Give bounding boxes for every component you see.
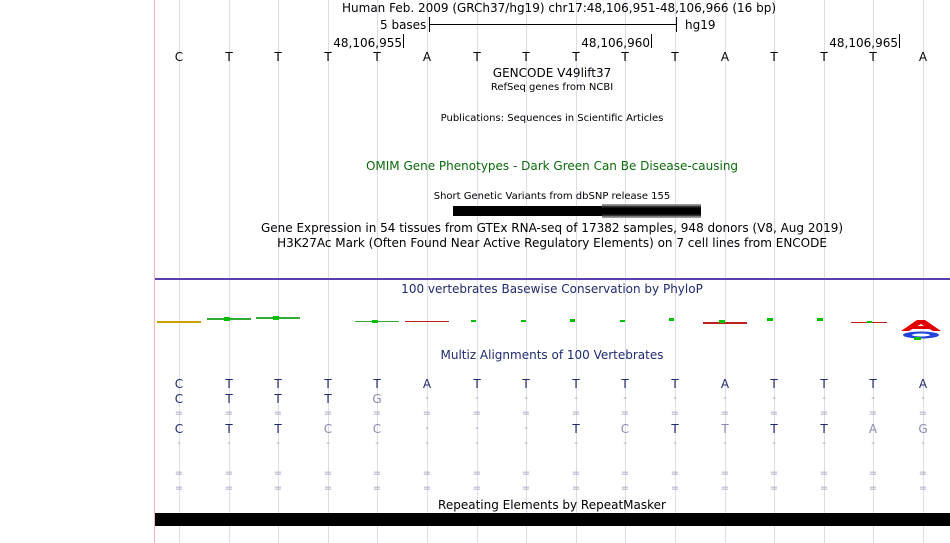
dog-base: - bbox=[475, 423, 479, 434]
rhesus-base: - bbox=[822, 393, 826, 404]
zebrafish-base: = bbox=[224, 483, 234, 494]
grid-line bbox=[625, 0, 626, 543]
zebrafish-base: = bbox=[174, 483, 184, 494]
mouse-base: = bbox=[472, 408, 482, 419]
phylop-bar-6 bbox=[405, 321, 449, 322]
grid-line bbox=[328, 0, 329, 543]
browser-image[interactable] bbox=[155, 0, 950, 543]
dog-base: T bbox=[770, 422, 778, 436]
ruler-base: C bbox=[174, 50, 184, 64]
grid-line bbox=[824, 0, 825, 543]
rhesus-base: - bbox=[475, 393, 479, 404]
elephant-base: - bbox=[425, 438, 429, 449]
xtropicalis-base: = bbox=[174, 468, 184, 479]
track-label-column bbox=[0, 0, 154, 543]
grid-line bbox=[377, 0, 378, 543]
zebrafish-base: = bbox=[521, 483, 531, 494]
mouse-base: = bbox=[372, 408, 382, 419]
human-base: T bbox=[373, 377, 381, 391]
ruler-base: T bbox=[621, 50, 629, 64]
human-base: T bbox=[621, 377, 629, 391]
xtropicalis-base: = bbox=[224, 468, 234, 479]
dog-base: C bbox=[372, 422, 382, 436]
ruler-base: T bbox=[274, 50, 282, 64]
phylop-dot-3 bbox=[273, 316, 279, 320]
human-base: T bbox=[324, 377, 332, 391]
mouse-base: = bbox=[769, 408, 779, 419]
xtropicalis-base: = bbox=[769, 468, 779, 479]
ruler-base: T bbox=[671, 50, 679, 64]
elephant-base: - bbox=[375, 438, 379, 449]
ruler-base: T bbox=[225, 50, 233, 64]
phylop-dot-9 bbox=[570, 319, 575, 322]
rhesus-base: - bbox=[524, 393, 528, 404]
grid-line bbox=[923, 0, 924, 543]
rhesus-base: - bbox=[921, 393, 925, 404]
xtropicalis-base: = bbox=[720, 468, 730, 479]
grid-line bbox=[774, 0, 775, 543]
human-base: T bbox=[473, 377, 481, 391]
dog-base: T bbox=[820, 422, 828, 436]
scale-bar-right-cap bbox=[676, 17, 677, 32]
grid-line bbox=[278, 0, 279, 543]
phylop-dot-12 bbox=[719, 320, 725, 323]
phylop-dot-15 bbox=[867, 321, 872, 323]
zebrafish-base: = bbox=[323, 483, 333, 494]
dog-base: T bbox=[572, 422, 580, 436]
xtropicalis-base: = bbox=[422, 468, 432, 479]
refseq-title: RefSeq genes from NCBI bbox=[490, 82, 614, 93]
elephant-base: - bbox=[772, 438, 776, 449]
logo-letter-a-icon bbox=[899, 318, 945, 342]
gtex-title: Gene Expression in 54 tissues from GTEx RNA-seq of 17382 samples, 948 donors (V8, Aug 2019) bbox=[260, 221, 844, 235]
xtropicalis-base: = bbox=[472, 468, 482, 479]
ruler-tick-label-3: 48,106,965 bbox=[829, 36, 898, 50]
elephant-base: - bbox=[326, 438, 330, 449]
rhesus-base: - bbox=[623, 393, 627, 404]
mouse-base: = bbox=[571, 408, 581, 419]
dog-base: C bbox=[323, 422, 333, 436]
rhesus-base: - bbox=[871, 393, 875, 404]
ruler-tick-3 bbox=[899, 34, 900, 48]
human-base: T bbox=[770, 377, 778, 391]
dog-base: T bbox=[274, 422, 282, 436]
elephant-base: - bbox=[623, 438, 627, 449]
human-base: A bbox=[422, 377, 432, 391]
elephant-base: - bbox=[227, 438, 231, 449]
dbsnp-title: Short Genetic Variants from dbSNP release 155 bbox=[433, 191, 671, 202]
zebrafish-base: = bbox=[472, 483, 482, 494]
phylop-dot-2 bbox=[224, 317, 230, 321]
elephant-base: - bbox=[524, 438, 528, 449]
human-base: T bbox=[671, 377, 679, 391]
xtropicalis-base: = bbox=[521, 468, 531, 479]
grid-line bbox=[427, 0, 428, 543]
publications-title: Publications: Sequences in Scientific Articles bbox=[440, 113, 664, 124]
xtropicalis-base: = bbox=[323, 468, 333, 479]
ruler-base: A bbox=[918, 50, 928, 64]
phylop-dot-7 bbox=[471, 320, 476, 322]
xtropicalis-base: = bbox=[571, 468, 581, 479]
dog-base: T bbox=[721, 422, 729, 436]
phylop-bar-1 bbox=[157, 321, 201, 323]
phylop-dot-8 bbox=[521, 320, 526, 322]
grid-line bbox=[179, 0, 180, 543]
repeatmasker-title: Repeating Elements by RepeatMasker bbox=[438, 498, 666, 512]
zebrafish-base: = bbox=[273, 483, 283, 494]
ruler-base: T bbox=[324, 50, 332, 64]
scale-bar bbox=[429, 24, 677, 25]
mouse-base: = bbox=[521, 408, 531, 419]
phylop-title: 100 vertebrates Basewise Conservation by PhyloP bbox=[401, 282, 703, 296]
ruler-base: T bbox=[869, 50, 877, 64]
xtropicalis-base: = bbox=[372, 468, 382, 479]
rhesus-base: C bbox=[174, 392, 184, 406]
elephant-base: - bbox=[574, 438, 578, 449]
phylop-dot-14 bbox=[817, 318, 823, 321]
mouse-base: = bbox=[323, 408, 333, 419]
elephant-base: - bbox=[475, 438, 479, 449]
dog-base: - bbox=[425, 423, 429, 434]
scale-text: 5 bases bbox=[380, 18, 427, 32]
elephant-base: - bbox=[921, 438, 925, 449]
rhesus-base: G bbox=[372, 392, 382, 406]
human-base: A bbox=[918, 377, 928, 391]
elephant-base: - bbox=[822, 438, 826, 449]
dog-base: - bbox=[524, 423, 528, 434]
zebrafish-base: = bbox=[422, 483, 432, 494]
human-base: T bbox=[572, 377, 580, 391]
mouse-base: = bbox=[720, 408, 730, 419]
mouse-base: = bbox=[224, 408, 234, 419]
xtropicalis-base: = bbox=[620, 468, 630, 479]
repeatmasker-feature-bar[interactable] bbox=[155, 513, 950, 526]
grid-line bbox=[675, 0, 676, 543]
h3k27ac-title: H3K27Ac Mark (Often Found Near Active Regulatory Elements) on 7 cell lines from ENCODE bbox=[277, 236, 827, 250]
grid-line bbox=[477, 0, 478, 543]
dog-base: C bbox=[620, 422, 630, 436]
ruler-base: T bbox=[473, 50, 481, 64]
rhesus-base: - bbox=[772, 393, 776, 404]
ruler-tick-1 bbox=[403, 34, 404, 48]
zebrafish-base: = bbox=[670, 483, 680, 494]
elephant-base: - bbox=[723, 438, 727, 449]
ruler-base: T bbox=[770, 50, 778, 64]
ruler-tick-label-1: 48,106,955 bbox=[333, 36, 402, 50]
ruler-tick-2 bbox=[651, 34, 652, 48]
human-base: T bbox=[225, 377, 233, 391]
phylop-dot-13 bbox=[767, 318, 773, 321]
dbsnp-feature-highlight bbox=[602, 204, 701, 218]
dog-base: T bbox=[225, 422, 233, 436]
elephant-base: - bbox=[673, 438, 677, 449]
gencode-title: GENCODE V49lift37 bbox=[492, 66, 612, 80]
zebrafish-base: = bbox=[372, 483, 382, 494]
zebrafish-base: = bbox=[819, 483, 829, 494]
mouse-base: = bbox=[422, 408, 432, 419]
mouse-base: = bbox=[819, 408, 829, 419]
scale-bar-left-cap bbox=[429, 17, 430, 32]
elephant-base: - bbox=[177, 438, 181, 449]
dog-base: T bbox=[671, 422, 679, 436]
elephant-base: - bbox=[276, 438, 280, 449]
xtropicalis-base: = bbox=[918, 468, 928, 479]
dog-base: G bbox=[918, 422, 928, 436]
ruler-base: A bbox=[720, 50, 730, 64]
xtropicalis-base: = bbox=[273, 468, 283, 479]
xtropicalis-base: = bbox=[868, 468, 878, 479]
mouse-base: = bbox=[273, 408, 283, 419]
xtropicalis-base: = bbox=[819, 468, 829, 479]
track-divider bbox=[155, 278, 950, 280]
human-base: T bbox=[522, 377, 530, 391]
grid-line bbox=[725, 0, 726, 543]
dog-base: A bbox=[868, 422, 878, 436]
mouse-base: = bbox=[868, 408, 878, 419]
omim-title: OMIM Gene Phenotypes - Dark Green Can Be Disease-causing bbox=[365, 159, 739, 173]
mouse-base: = bbox=[670, 408, 680, 419]
rhesus-base: - bbox=[425, 393, 429, 404]
rhesus-base: T bbox=[324, 392, 332, 406]
zebrafish-base: = bbox=[571, 483, 581, 494]
multiz-title: Multiz Alignments of 100 Vertebrates bbox=[440, 348, 664, 362]
rhesus-base: - bbox=[574, 393, 578, 404]
ruler-base: T bbox=[373, 50, 381, 64]
human-base: T bbox=[274, 377, 282, 391]
rhesus-base: T bbox=[225, 392, 233, 406]
ruler-tick-label-2: 48,106,960 bbox=[581, 36, 650, 50]
phylop-bar-12 bbox=[703, 322, 747, 324]
mouse-base: = bbox=[620, 408, 630, 419]
phylop-dot-5 bbox=[372, 320, 378, 323]
assembly-text: hg19 bbox=[685, 18, 716, 32]
zebrafish-base: = bbox=[620, 483, 630, 494]
human-base: T bbox=[820, 377, 828, 391]
grid-line bbox=[873, 0, 874, 543]
phylop-dot-11 bbox=[669, 318, 674, 321]
phylop-dot-10 bbox=[620, 320, 625, 322]
window-position-text: Human Feb. 2009 (GRCh37/hg19) chr17:48,106,951-48,106,966 (16 bp) bbox=[342, 1, 777, 15]
rhesus-base: - bbox=[723, 393, 727, 404]
xtropicalis-base: = bbox=[670, 468, 680, 479]
ruler-base: T bbox=[820, 50, 828, 64]
human-base: C bbox=[174, 377, 184, 391]
human-base: T bbox=[869, 377, 877, 391]
mouse-base: = bbox=[918, 408, 928, 419]
human-base: A bbox=[720, 377, 730, 391]
zebrafish-base: = bbox=[720, 483, 730, 494]
mouse-base: = bbox=[174, 408, 184, 419]
dog-base: C bbox=[174, 422, 184, 436]
elephant-base: - bbox=[871, 438, 875, 449]
zebrafish-base: = bbox=[769, 483, 779, 494]
zebrafish-base: = bbox=[868, 483, 878, 494]
ruler-base: T bbox=[522, 50, 530, 64]
grid-line bbox=[229, 0, 230, 543]
zebrafish-base: = bbox=[918, 483, 928, 494]
rhesus-base: T bbox=[274, 392, 282, 406]
ruler-base: T bbox=[572, 50, 580, 64]
ruler-base: A bbox=[422, 50, 432, 64]
rhesus-base: - bbox=[673, 393, 677, 404]
